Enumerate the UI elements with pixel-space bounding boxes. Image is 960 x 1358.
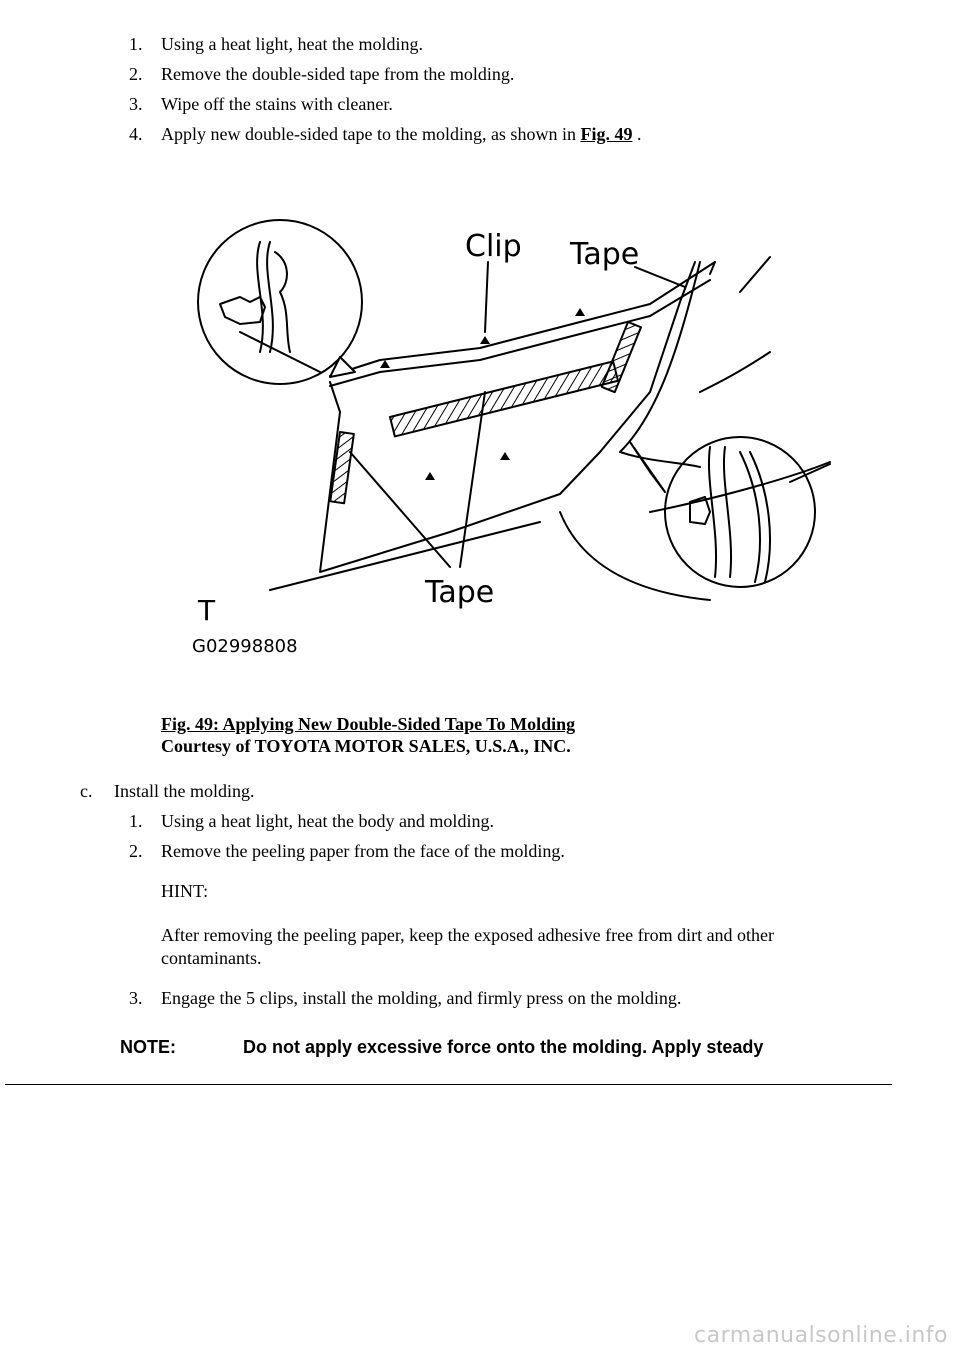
clip-leader (485, 262, 488, 332)
step-number: 4. (129, 124, 143, 144)
install-step-3 (129, 988, 681, 1009)
step-2 (129, 64, 514, 85)
hint-text: After removing the peeling paper, keep the exposed adhesive free from dirt and other contaminants. (161, 925, 775, 968)
step-text: Apply new double-sided tape to the molding, as shown in (161, 124, 581, 144)
step-text: Remove the peeling paper from the face of the molding. (161, 841, 565, 861)
clip-marker (480, 336, 490, 344)
clip-detail-left (220, 297, 265, 324)
figure-code: G02998808 (192, 636, 298, 657)
step-number: 3. (129, 988, 143, 1008)
figure-caption-courtesy: Courtesy of TOYOTA MOTOR SALES, U.S.A., INC. (161, 736, 571, 756)
step-number: 3. (129, 94, 143, 114)
step-number: 2. (129, 841, 143, 861)
step-number: 1. (129, 811, 143, 831)
detail-circle-right (665, 437, 815, 587)
wheel-arch (560, 512, 710, 600)
molding-top-edge (330, 262, 715, 376)
step-4 (129, 124, 641, 145)
clip-marker (380, 360, 390, 368)
step-text: Using a heat light, heat the molding. (161, 34, 423, 54)
clip-label: Clip (465, 229, 522, 264)
lower-body-line (270, 522, 540, 590)
figure-caption-title[interactable]: Fig. 49: Applying New Double-Sided Tape To Molding (161, 714, 576, 734)
install-step-1 (129, 811, 494, 832)
step-3 (129, 94, 393, 115)
install-letter: c. (80, 781, 93, 801)
clip-marker (500, 452, 510, 460)
hint-label: HINT: (161, 881, 209, 901)
figure-49 (180, 212, 840, 662)
tape-label-bottom: Tape (425, 575, 495, 610)
detail-circle-left (198, 220, 362, 384)
tape-bottom-leader-1 (350, 452, 450, 567)
install-text: Install the molding. (114, 781, 255, 801)
clip-marker (425, 472, 435, 480)
page-divider (5, 1084, 892, 1085)
step-text: Wipe off the stains with cleaner. (161, 94, 393, 114)
step-1 (129, 34, 423, 55)
molding-diagram (180, 212, 840, 662)
tape-top-leader (635, 267, 685, 287)
install-step-c (80, 781, 254, 802)
fig-49-link[interactable]: Fig. 49 (580, 124, 633, 144)
tape-strip-center (390, 361, 618, 436)
tape-strip-right (602, 322, 641, 392)
view-label-t: T (198, 594, 216, 627)
molding-top-edge-inner (330, 280, 710, 386)
step-text-after: . (632, 124, 642, 144)
door-outline (320, 262, 695, 572)
tape-label-top: Tape (570, 237, 640, 272)
step-text: Using a heat light, heat the body and molding. (161, 811, 494, 831)
install-step-2 (129, 841, 565, 862)
step-text: Remove the double-sided tape from the molding. (161, 64, 515, 84)
step-number: 2. (129, 64, 143, 84)
watermark: carmanualsonline.info (694, 1323, 948, 1348)
step-text: Engage the 5 clips, install the molding, and firmly press on the molding. (161, 988, 682, 1008)
step-number: 1. (129, 34, 143, 54)
note-text: Do not apply excessive force onto the molding. Apply steady (243, 1037, 764, 1057)
note-label: NOTE: (120, 1037, 176, 1057)
body-edge-line (240, 332, 320, 372)
clip-marker (575, 308, 585, 316)
